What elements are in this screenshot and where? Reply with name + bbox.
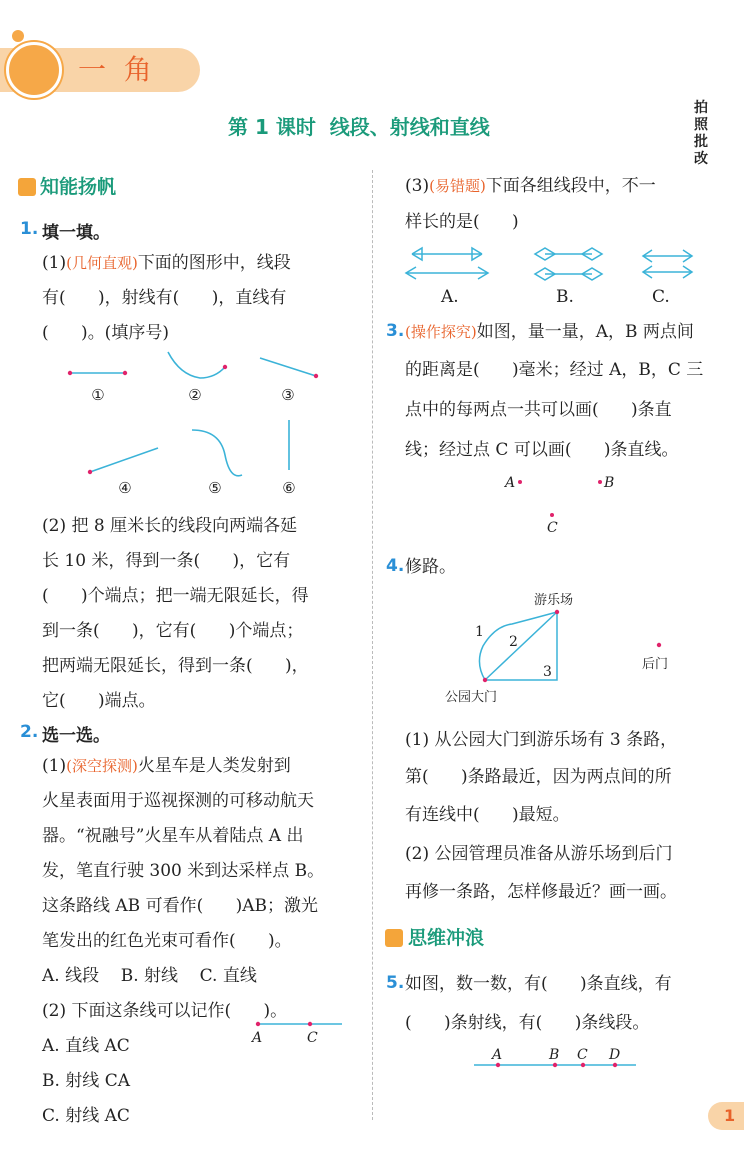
q5-point-a: A — [492, 1047, 503, 1063]
amusement-park-label: 游乐场 — [534, 593, 574, 608]
q4-p1-line3: 有连线中( )最短。 — [405, 805, 570, 825]
section-icon — [18, 178, 36, 196]
q2-point-c: C — [307, 1030, 318, 1046]
road-label-2: 2 — [509, 634, 518, 650]
back-gate-label: 后门 — [642, 657, 669, 672]
fig-label-6: ⑥ — [282, 479, 296, 497]
fig4-line — [90, 448, 158, 472]
park-gate-label: 公园大门 — [445, 690, 498, 705]
q2-p1-line4: 发，笔直行驶 300 米到达采样点 B。 — [42, 861, 325, 881]
q3-line3: 点中的每两点一共可以画( )条直 — [405, 400, 672, 420]
q2-p2-option-b: B. 射线 CA — [42, 1071, 130, 1091]
tag-deep-space: (深空探测) — [66, 757, 138, 775]
q3-number: 3. — [386, 321, 405, 341]
q4-roads-figure — [400, 588, 700, 713]
fig-label-1: ① — [91, 386, 105, 404]
q2-3-line2: 样长的是( ) — [405, 212, 519, 232]
q1-p1-line2: 有( )，射线有( )，直线有 — [42, 288, 287, 308]
q3-line4: 线；经过点 C 可以画( )条直线。 — [405, 440, 679, 460]
q5-line-figure — [470, 1045, 640, 1075]
tag-operation: (操作探究) — [405, 323, 477, 341]
q2-title: 选一选。 — [42, 726, 110, 746]
section-icon-2 — [385, 929, 403, 947]
q4-p2-line1: (2) 公园管理员准备从游乐场到后门 — [405, 844, 673, 864]
q1-number: 1. — [20, 219, 39, 239]
q1-p2-line4: 到一条( )，它有( )个端点； — [42, 621, 304, 641]
q4-p2-line2: 再修一条路，怎样修最近？画一画。 — [405, 882, 677, 902]
q2-point-a: A — [252, 1030, 263, 1046]
q2-p1-options: A. 线段 B. 射线 C. 直线 — [42, 966, 257, 986]
q3-point-b: B — [604, 475, 615, 491]
q2-3-line1: (3)(易错题)下面各组线段中，不一 — [405, 176, 656, 196]
section-title-1: 知能扬帆 — [40, 176, 117, 198]
q2-p1-line6: 笔发出的红色光束可看作( )。 — [42, 931, 292, 951]
road-label-1: 1 — [475, 624, 484, 640]
q1-title: 填一填。 — [42, 223, 110, 243]
q1-p2-line3: ( )个端点；把一端无限延长，得 — [42, 586, 309, 606]
section-title-2: 思维冲浪 — [408, 927, 485, 949]
mascot-icon — [6, 42, 62, 98]
fig2-curve — [168, 352, 225, 378]
photo-grade-label: 拍照批改 — [694, 100, 708, 167]
page-number: 1 — [724, 1106, 736, 1125]
q4-p1-line1: (1) 从公园大门到游乐场有 3 条路， — [405, 730, 678, 750]
fig-label-4: ④ — [118, 479, 132, 497]
q5-number: 5. — [386, 973, 405, 993]
fig3-ray — [260, 358, 316, 376]
fig-label-2: ② — [188, 386, 202, 404]
road-label-3: 3 — [543, 664, 552, 680]
q2-p1-line5: 这条路线 AB 可看作( )AB；激光 — [42, 896, 319, 916]
q4-p1-line2: 第( )条路最近，因为两点间的所 — [405, 767, 672, 787]
q4-title: 修路。 — [405, 557, 456, 577]
q2-p2-option-c: C. 射线 AC — [42, 1106, 130, 1126]
mascot-dot-icon — [12, 30, 24, 42]
q3-line2: 的距离是( )毫米；经过 A，B，C 三 — [405, 360, 704, 380]
q5-point-c: C — [577, 1047, 588, 1063]
q2-line-figure — [240, 1015, 350, 1050]
q2-p2-option-a: A. 直线 AC — [42, 1036, 130, 1056]
q4-number: 4. — [386, 556, 405, 576]
q5-line2: ( )条射线，有( )条线段。 — [405, 1013, 650, 1033]
q1-figures — [50, 340, 340, 500]
q2-p2-line1: (2) 下面这条线可以记作( )。 — [42, 1001, 288, 1021]
q1-p1-line3: ( )。(填序号) — [42, 323, 169, 343]
q2-p1-line3: 器。“祝融号”火星车从着陆点 A 出 — [42, 826, 304, 846]
q3-point-a: A — [505, 475, 516, 491]
q2-3-option-b: B. — [556, 287, 574, 307]
lesson-title: 第 1 课时 线段、射线和直线 — [228, 115, 490, 139]
fig-label-3: ③ — [281, 386, 295, 404]
q5-line1: 如图，数一数，有( )条直线，有 — [405, 974, 672, 994]
q5-point-d: D — [609, 1047, 621, 1063]
q1-p2-line5: 把两端无限延长，得到一条( )， — [42, 656, 309, 676]
column-divider — [372, 170, 373, 1120]
q5-point-b: B — [549, 1047, 560, 1063]
q2-3-segments — [400, 240, 700, 290]
q2-3-option-a: A. — [441, 287, 459, 307]
fig5-curve — [192, 430, 242, 476]
q1-p2-line6: 它( )端点。 — [42, 691, 156, 711]
q1-p1-line1: (1)(几何直观)下面的图形中，线段 — [42, 253, 291, 273]
q2-p1-line1: (1)(深空探测)火星车是人类发射到 — [42, 756, 291, 776]
tag-geometry: (几何直观) — [66, 254, 138, 272]
fig-label-5: ⑤ — [208, 479, 222, 497]
q3-point-c: C — [547, 520, 558, 536]
q2-p1-line2: 火星表面用于巡视探测的可移动航天 — [42, 791, 314, 811]
tag-mistake: (易错题) — [429, 177, 486, 195]
q2-number: 2. — [20, 722, 39, 742]
q3-points-figure — [500, 470, 630, 540]
q1-p2-line1: (2) 把 8 厘米长的线段向两端各延 — [42, 516, 298, 536]
unit-title: 一 角 — [78, 53, 152, 86]
q2-3-option-c: C. — [652, 287, 670, 307]
q3-line1: (操作探究)如图，量一量，A，B 两点间 — [405, 322, 694, 342]
q1-p2-line2: 长 10 米，得到一条( )，它有 — [42, 551, 291, 571]
